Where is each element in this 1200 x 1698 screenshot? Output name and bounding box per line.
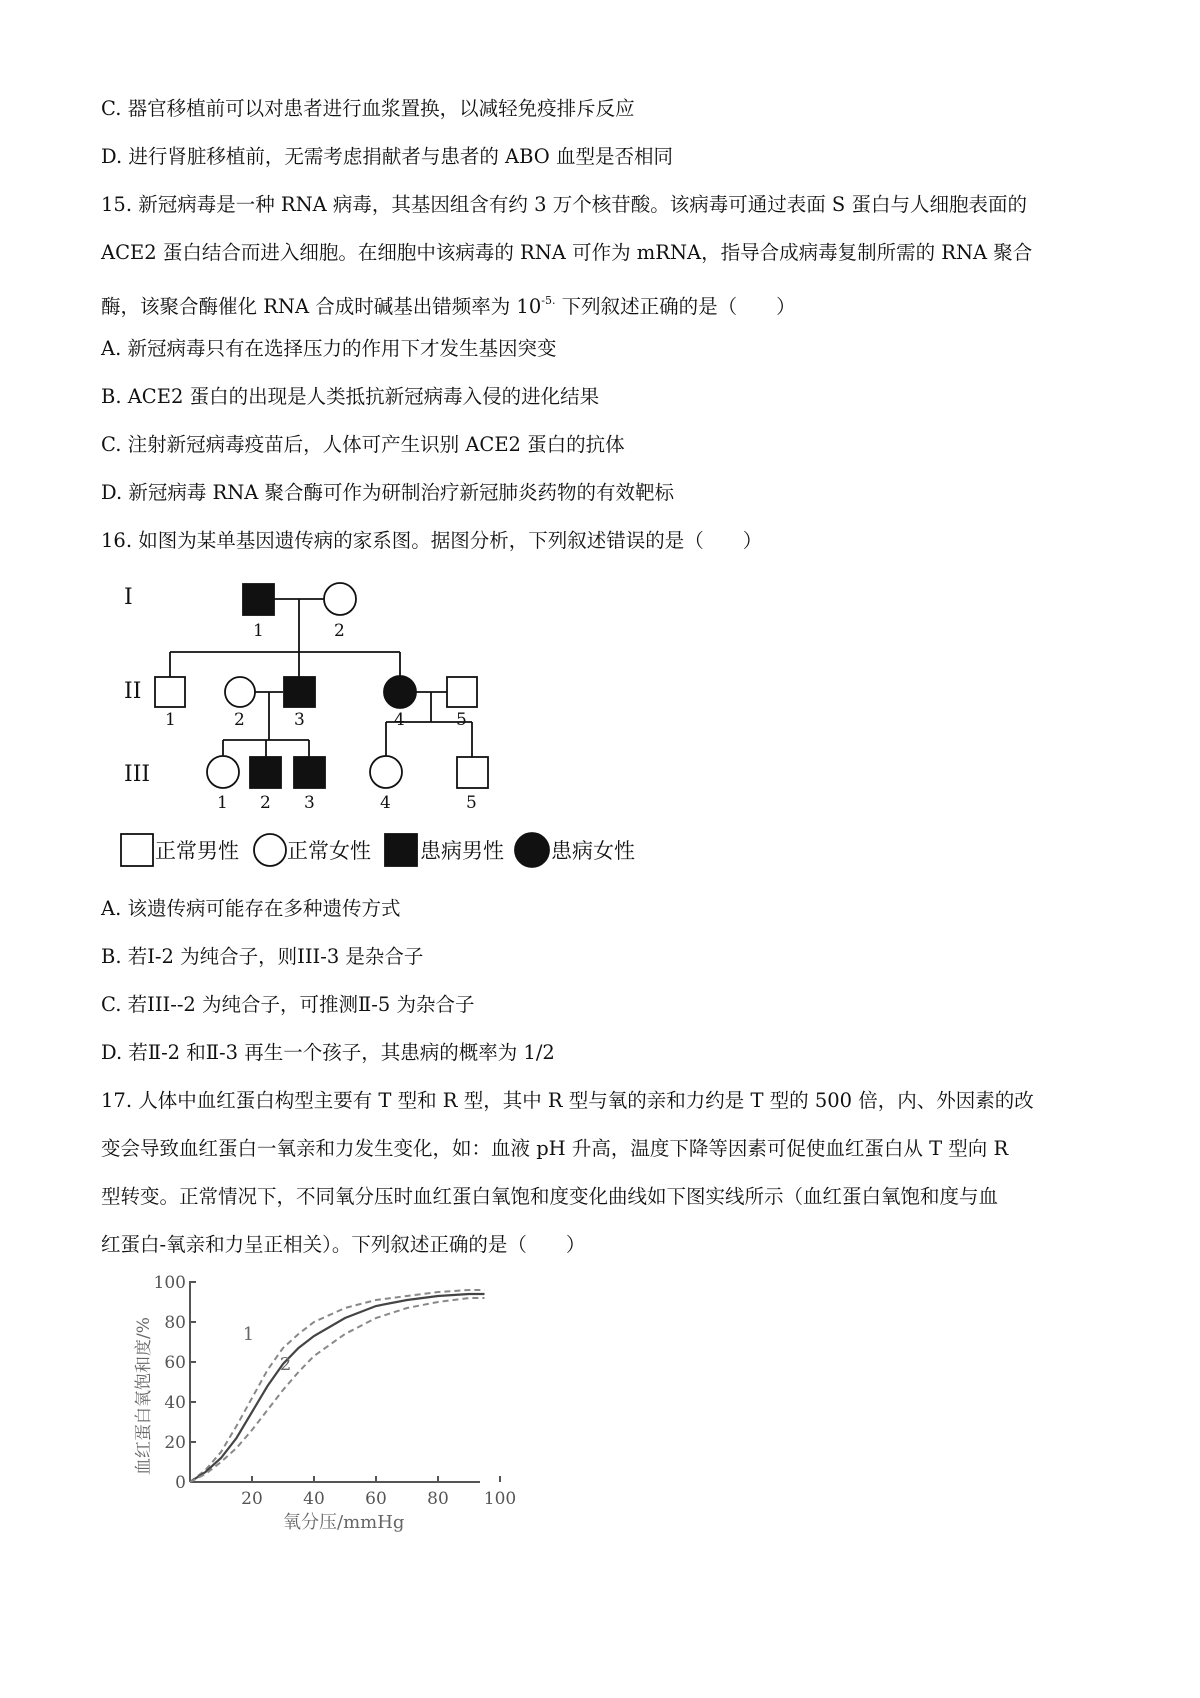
q15-stem-line2: ACE2 蛋白结合而进入细胞。在细胞中该病毒的 RNA 可作为 mRNA，指导合成病毒复制所需的 RNA 聚合 (101, 241, 1033, 264)
chart-y-tick-label: 80 (164, 1313, 186, 1333)
pedigree-num-ii1: 1 (165, 710, 176, 730)
pedigree-num-iii1: 1 (217, 793, 228, 813)
chart-series-label: 1 (242, 1324, 255, 1345)
pedigree-num-iii5: 5 (466, 793, 477, 813)
pedigree-num-iii4: 4 (380, 793, 391, 813)
chart-y-axis-label: 血红蛋白氧饱和度/% (134, 1317, 154, 1475)
q16-option-d: D. 若Ⅱ-2 和Ⅱ-3 再生一个孩子，其患病的概率为 1/2 (101, 1041, 555, 1064)
pedigree-num-ii4: 4 (394, 710, 405, 730)
q15-exponent: -5. (541, 294, 556, 307)
chart-y-tick-label: 40 (164, 1393, 186, 1413)
pedigree-ii4-affected-female (384, 676, 416, 708)
pedigree-iii5-normal-male (457, 757, 488, 788)
q17-stem-line2: 变会导致血红蛋白一氧亲和力发生变化，如：血液 pH 升高，温度下降等因素可促使血红蛋白从 T 型向 R (101, 1137, 1009, 1160)
pedigree-num-ii3: 3 (294, 710, 305, 730)
chart-series-label: 2 (279, 1354, 292, 1375)
q15-option-a: A. 新冠病毒只有在选择压力的作用下才发生基因突变 (101, 337, 557, 360)
pedigree-num-ii2: 2 (234, 710, 245, 730)
q15-stem-line3 (101, 288, 796, 320)
q15-stem-line3-end: 下列叙述正确的是（ ） (555, 295, 796, 318)
chart-x-tick-label: 20 (241, 1489, 263, 1509)
q16-stem: 16. 如图为某单基因遗传病的家系图。据图分析，下列叙述错误的是（ ） (101, 529, 763, 552)
pedigree-num-iii3: 3 (304, 793, 315, 813)
chart-series-line-1 (190, 1290, 485, 1482)
legend-affected-male-label: 患病男性 (420, 839, 504, 863)
legend-affected-female-label: 患病女性 (551, 839, 635, 863)
q17-stem-line3: 型转变。正常情况下，不同氧分压时血红蛋白氧饱和度变化曲线如下图实线所示（血红蛋白氧饱和度与血 (101, 1185, 999, 1208)
pedigree-num-i2: 2 (334, 621, 345, 641)
pedigree-iii3-affected-male (294, 757, 325, 788)
pedigree-i2-normal-female (324, 583, 356, 615)
q15-stem-line1: 15. 新冠病毒是一种 RNA 病毒，其基因组含有约 3 万个核苷酸。该病毒可通过表面 S 蛋白与人细胞表面的 (101, 193, 1027, 216)
q16-option-c: C. 若III--2 为纯合子，可推测Ⅱ-5 为杂合子 (101, 993, 475, 1016)
legend-normal-male-symbol (121, 834, 153, 866)
pedigree-ii3-affected-male (284, 677, 315, 707)
legend-normal-female-symbol (254, 834, 286, 866)
pedigree-gen-label-ii: II (124, 679, 142, 704)
q15-option-c: C. 注射新冠病毒疫苗后，人体可产生识别 ACE2 蛋白的抗体 (101, 433, 625, 456)
chart-x-tick-label: 60 (365, 1489, 387, 1509)
pedigree-num-i1: 1 (253, 621, 264, 641)
pedigree-ii2-normal-female (225, 677, 255, 707)
legend-affected-male-symbol (385, 834, 417, 866)
chart-y-tick-label: 100 (153, 1273, 186, 1293)
q16-option-a: A. 该遗传病可能存在多种遗传方式 (101, 897, 401, 920)
pedigree-ii1-normal-male (155, 677, 185, 707)
pedigree-num-ii5: 5 (456, 710, 467, 730)
pedigree-gen-label-iii: III (124, 762, 151, 787)
legend-normal-female-label: 正常女性 (287, 839, 371, 863)
pedigree-gen-label-i: I (124, 585, 133, 610)
q15-stem-line3-text: 酶，该聚合酶催化 RNA 合成时碱基出错频率为 10 (101, 295, 542, 318)
pedigree-i1-affected-male (243, 584, 274, 615)
chart-x-tick-label: 80 (427, 1489, 449, 1509)
chart-y-tick-label: 60 (164, 1353, 186, 1373)
pedigree-iii1-normal-female (207, 756, 239, 788)
q17-stem-line1: 17. 人体中血红蛋白构型主要有 T 型和 R 型，其中 R 型与氧的亲和力约是 T 型的 500 倍，内、外因素的改 (101, 1089, 1034, 1112)
q16-option-b: B. 若Ⅰ-2 为纯合子，则III-3 是杂合子 (101, 945, 424, 968)
q17-stem-line4: 红蛋白-氧亲和力呈正相关）。下列叙述正确的是（ ） (101, 1233, 586, 1256)
pedigree-iii2-affected-male (250, 757, 281, 788)
chart-y-tick-label: 0 (175, 1473, 186, 1493)
q14-option-c: C. 器官移植前可以对患者进行血浆置换，以减轻免疫排斥反应 (101, 97, 635, 120)
pedigree-num-iii2: 2 (260, 793, 271, 813)
chart-series-line-2 (190, 1298, 485, 1482)
pedigree-ii5-normal-male (447, 677, 477, 707)
chart-x-axis-label: 氧分压/mmHg (283, 1512, 405, 1533)
chart-series-line-solid (190, 1294, 485, 1482)
q15-option-d: D. 新冠病毒 RNA 聚合酶可作为研制治疗新冠肺炎药物的有效靶标 (101, 481, 675, 504)
chart-x-tick-label: 40 (303, 1489, 325, 1509)
q14-option-d: D. 进行肾脏移植前，无需考虑捐献者与患者的 ABO 血型是否相同 (101, 145, 673, 168)
legend-normal-male-label: 正常男性 (155, 839, 239, 863)
q15-option-b: B. ACE2 蛋白的出现是人类抵抗新冠病毒入侵的进化结果 (101, 385, 600, 408)
pedigree-iii4-normal-female (370, 756, 402, 788)
legend-affected-female-symbol (515, 833, 549, 867)
chart-x-tick-label: 100 (483, 1489, 517, 1509)
chart-y-tick-label: 20 (164, 1433, 186, 1453)
